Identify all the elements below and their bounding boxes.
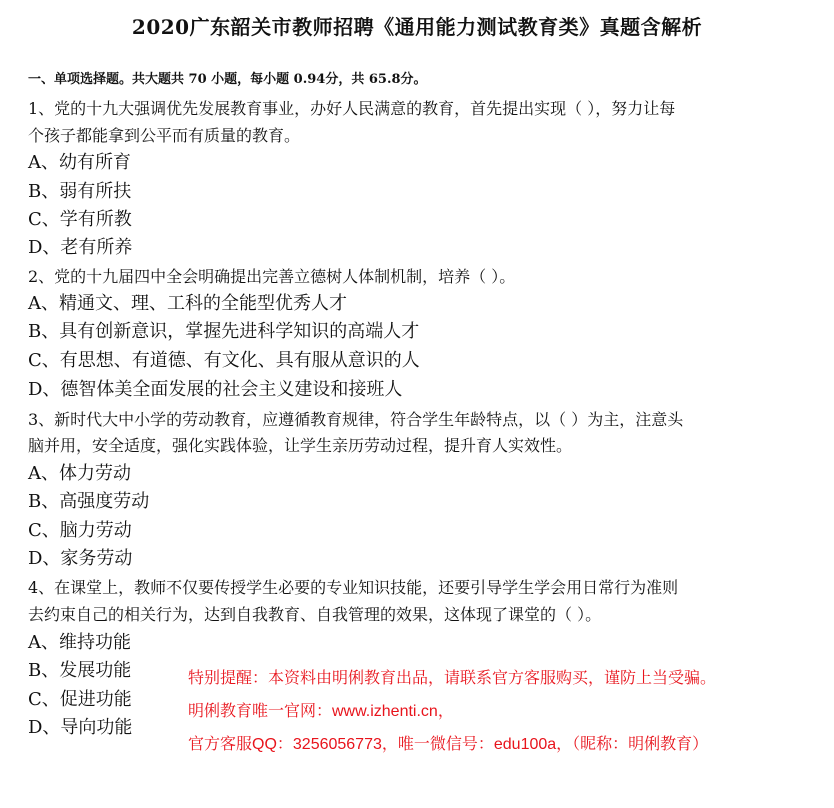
- option-c: C、脑力劳动: [28, 520, 132, 541]
- question-stem-line: 脑并用，安全适度，强化实践体验，让学生亲历劳动过程，提升育人实效性。: [28, 436, 573, 455]
- option-b: B、具有创新意识，掌握先进科学知识的高端人才: [28, 321, 420, 342]
- question-stem-line: 个孩子都能拿到公平而有质量的教育。: [28, 126, 301, 145]
- option-d: D、家务劳动: [28, 548, 133, 569]
- option-d: D、导向功能: [28, 717, 133, 738]
- option-b: B、高强度劳动: [28, 491, 150, 512]
- option-c: C、有思想、有道德、有文化、具有服从意识的人: [28, 350, 420, 371]
- question-stem-line: 1、党的十九大强调优先发展教育事业，办好人民满意的教育，首先提出实现（ ），努力让每: [28, 99, 676, 118]
- option-a: A、维持功能: [28, 632, 131, 653]
- option-b: B、发展功能: [28, 660, 132, 681]
- notice-website-text: 明俐教育唯一官网：www.izhenti.cn，: [188, 703, 454, 720]
- notice-contact-text: 官方客服QQ：3256056773，唯一微信号：edu100a，（昵称：明俐教育）: [188, 736, 709, 753]
- option-d: D、德智体美全面发展的社会主义建设和接班人: [28, 379, 403, 400]
- option-a: A、精通文、理、工科的全能型优秀人才: [28, 293, 347, 314]
- option-c: C、学有所教: [28, 209, 132, 230]
- option-b: B、弱有所扶: [28, 181, 132, 202]
- option-d: D、老有所养: [28, 237, 133, 258]
- question-stem-line: 3、新时代大中小学的劳动教育，应遵循教育规律，符合学生年龄特点，以（ ）为主，注意头: [28, 410, 684, 429]
- question-stem-line: 去约束自己的相关行为，达到自我教育、自我管理的效果，这体现了课堂的（ ）。: [28, 605, 602, 624]
- document-title: 2020广东韶关市教师招聘《通用能力测试教育类》真题含解析: [131, 15, 703, 39]
- option-c: C、促进功能: [28, 689, 132, 710]
- question-stem-line: 2、党的十九届四中全会明确提出完善立德树人体制机制，培养（ ）。: [28, 267, 516, 286]
- question-stem-line: 4、在课堂上，教师不仅要传授学生必要的专业知识技能，还要引导学生学会用日常行为准则: [28, 578, 679, 597]
- section-header: 一、单项选择题。共大题共 70 小题，每小题 0.94分，共 65.8分。: [28, 72, 427, 87]
- option-a: A、体力劳动: [28, 463, 131, 484]
- notice-warning-text: 特别提醒：本资料由明俐教育出品，请联系官方客服购买，谨防上当受骗。: [188, 670, 717, 687]
- option-a: A、幼有所育: [28, 152, 131, 173]
